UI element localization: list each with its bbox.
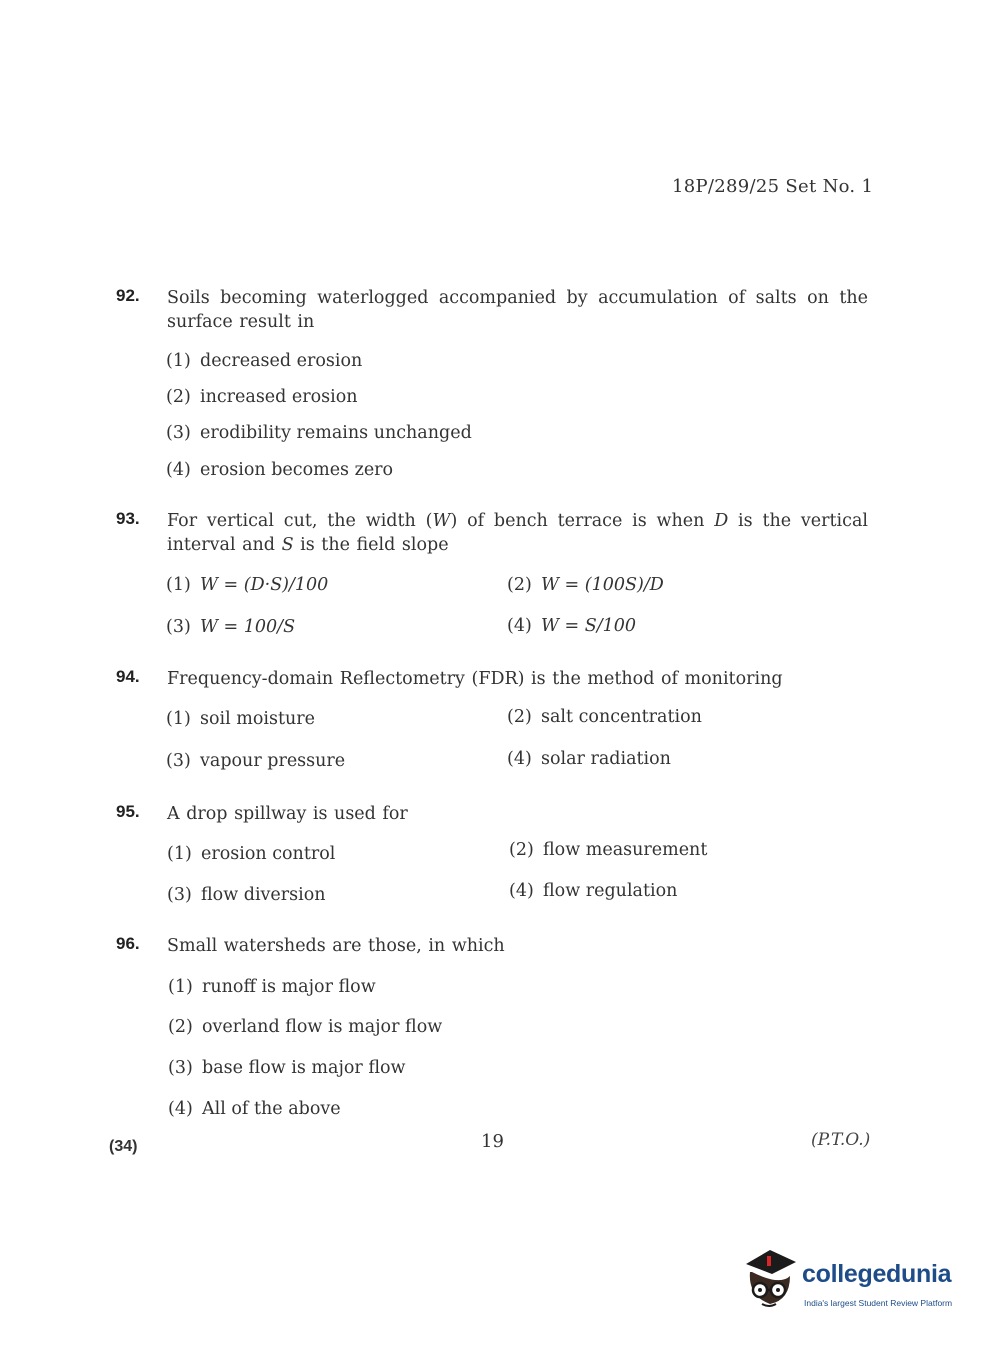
logo-tagline: India's largest Student Review Platform	[804, 1298, 953, 1308]
option-92-1: (1) decreased erosion	[166, 351, 363, 371]
paper-code: 18P/289/25 Set No. 1	[672, 176, 874, 197]
question-text: Small watersheds are those, in which	[167, 936, 505, 956]
option-95-3: (3) flow diversion	[167, 885, 326, 905]
option-93-2: (2) W = (100S)/D	[507, 575, 664, 595]
question-number: 92.	[116, 286, 140, 305]
option-96-2: (2) overland flow is major flow	[168, 1017, 443, 1037]
option-92-3: (3) erodibility remains unchanged	[166, 423, 472, 443]
question-92	[116, 286, 868, 334]
mascot-icon	[740, 1246, 802, 1316]
option-96-1: (1) runoff is major flow	[168, 977, 376, 997]
option-96-4: (4) All of the above	[168, 1099, 341, 1119]
booklet-code: (34)	[109, 1138, 138, 1155]
question-95	[116, 802, 868, 826]
logo-wordmark: collegedunia	[802, 1260, 952, 1288]
question-93	[116, 509, 868, 557]
question-number: 96.	[116, 934, 140, 953]
question-number: 95.	[116, 802, 140, 821]
question-text: For vertical cut, the width (W) of bench terrace is when D is the vertical interval and S is the field slope	[167, 511, 868, 555]
option-93-1: (1) W = (D·S)/100	[166, 575, 329, 595]
question-94	[116, 667, 868, 691]
option-95-2: (2) flow measurement	[509, 840, 708, 860]
question-number: 93.	[116, 509, 140, 528]
option-96-3: (3) base flow is major flow	[168, 1058, 406, 1078]
question-96	[116, 934, 868, 958]
option-95-4: (4) flow regulation	[509, 881, 678, 901]
pto-note: (P.T.O.)	[811, 1130, 871, 1150]
option-92-4: (4) erosion becomes zero	[166, 460, 394, 480]
option-94-4: (4) solar radiation	[507, 749, 671, 769]
question-text: A drop spillway is used for	[167, 804, 408, 824]
option-92-2: (2) increased erosion	[166, 387, 358, 407]
question-text: Frequency-domain Reflectometry (FDR) is the method of monitoring	[167, 669, 783, 689]
option-95-1: (1) erosion control	[167, 844, 336, 864]
question-number: 94.	[116, 667, 140, 686]
collegedunia-logo	[740, 1246, 972, 1316]
option-94-1: (1) soil moisture	[166, 709, 316, 729]
page-number: 19	[481, 1131, 504, 1152]
option-93-3: (3) W = 100/S	[166, 617, 296, 637]
question-text: Soils becoming waterlogged accompanied by accumulation of salts on the surface result in	[167, 288, 868, 332]
option-93-4: (4) W = S/100	[507, 616, 637, 636]
option-94-2: (2) salt concentration	[507, 707, 702, 727]
option-94-3: (3) vapour pressure	[166, 751, 346, 771]
